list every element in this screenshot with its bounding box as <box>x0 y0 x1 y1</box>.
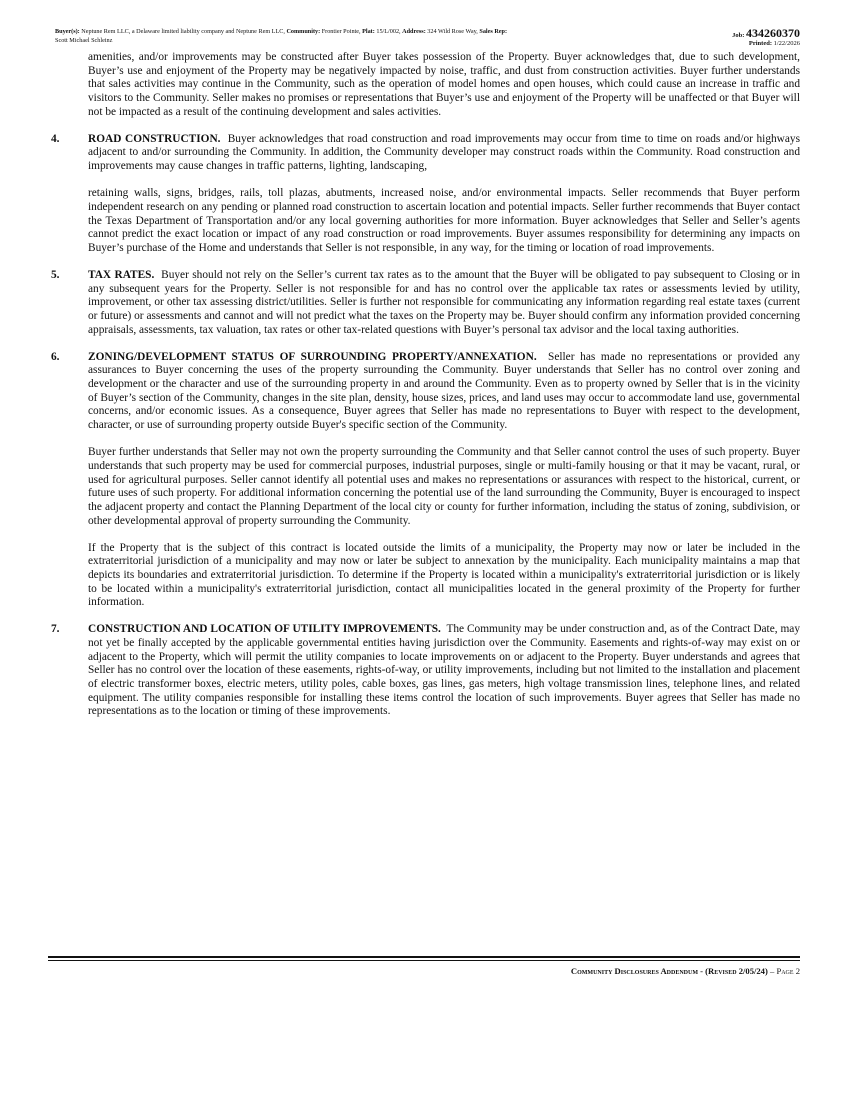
footer-separator: – <box>767 966 777 976</box>
plat-label: Plat: <box>362 28 375 35</box>
section-paragraph: retaining walls, signs, bridges, rails, toll plazas, abutments, increased noise, and/or environmental impacts. Seller recommends that Buyer perform independent research on any pending or planned road construction to ascertain location and potential impacts. Seller further recommends that Buyer contact the Texas Department of Transportation and/or any local governing authorities for more information. Buyer acknowledges that Seller and Seller’s agents cannot predict the exact location or impact of any road construction or road improvements. Buyer assumes responsibility for determining any impacts on Buyer’s purchase of the Home and understands that Seller is not responsible, in any way, for the timing or location of road improvements. <box>88 187 800 254</box>
printed-label: Printed: <box>748 40 772 47</box>
section-paragraph: If the Property that is the subject of this contract is located outside the limits of a municipality, the Property may now or later be included in the extraterritorial jurisdiction of a municipality and may now or later be subject to annexation by the municipality. Each municipality maintains a map that depicts its boundaries and extraterritorial jurisdiction. To determine if the Property is located within a municipality's extraterritorial jurisdiction or is likely to be located within a municipality's extraterritorial jurisdiction, contact all municipalities located in the general proximity of the Property for further information. <box>88 541 800 609</box>
community-value: Frontier Pointe, <box>321 28 361 35</box>
section-paragraph: The Community may be under construction and, as of the Contract Date, may not yet be finally accepted by the applicable governmental entities having jurisdiction over the Community. Easements and rights-of-way may exist on or adjacent to the Property, which will permit the utility companies to locate improvements on or adjacent to the Property. Buyer understands and agrees that Seller has no control over the location of these easements, rights-of-way, or utility improvements, including but not limited to the installation and placement of electric transformer boxes, electric meters, utility poles, cable boxes, gas lines, gas meters, high voltage transmission lines, telephone lines, and related equipment. The utility companies responsible for installing these items control the location of such improvements. Buyer agrees that Seller has made no representations as to the location or timing of these improvements. <box>88 623 800 718</box>
section-number: 6. <box>51 350 60 363</box>
plat-value: 15/L/002, <box>376 28 401 35</box>
section-number: 7. <box>51 623 60 636</box>
document-body <box>48 51 800 719</box>
community-label: Community: <box>286 28 321 35</box>
printed-date: 1/22/2026 <box>773 40 800 47</box>
section-number: 4. <box>51 132 60 145</box>
job-number: 434260370 <box>746 26 800 40</box>
section-paragraph: Buyer further understands that Seller may not own the property surrounding the Community and that Seller cannot control the uses of such property. Buyer understands that such property may be used for commercial purposes, industrial purposes, single or multi-family housing or that it may be vacant, rural, or used for agricultural purposes. Seller cannot identify all potential uses and makes no representations or assurances with respect to the historical, current, or future uses of such property. For additional information concerning the potential use of the land surrounding the Community, Buyer is encouraged to inspect the adjacent property and contact the Planning Department of the local city or county for further information, including the status of zoning, subdivision, or other developmental approval of property surrounding the Community. <box>88 446 800 527</box>
section-road-construction <box>48 133 800 256</box>
buyer-value: Neptune Rem LLC, a Delaware limited liability company and Neptune Rem LLC, <box>81 28 285 35</box>
section-title: ZONING/DEVELOPMENT STATUS OF SURROUNDING PROPERTY/ANNEXATION. <box>88 350 537 363</box>
page-footer <box>571 966 800 976</box>
section-paragraph: Buyer acknowledges that road construction and road improvements may occur from time to time on roads and/or highways adjacent to and/or surrounding the Community. In addition, the Community developer may construct roads within the Community. Road construction and improvements may cause changes in traffic patterns, lighting, landscaping, <box>88 132 800 173</box>
section-title: CONSTRUCTION AND LOCATION OF UTILITY IMPROVEMENTS. <box>88 623 441 636</box>
section-paragraph: Seller has made no representations or provided any assurances to Buyer concerning the uses of the property surrounding the Community. Buyer understands that Seller has no control over zoning and development or the character and use of the surrounding property in and around the Community. Even as to property owned by Seller that is in the vicinity of Buyer’s section of the Community, changes in the site plan, density, house sizes, prices, and land uses may occur to accommodate land use, governmental concerns, and/or economic issues. As a consequence, Buyer agrees that Seller has made no representations to Buyer with respect to the development, character, or use of surrounding property outside Buyer's specific section of the Community. <box>88 350 801 432</box>
intro-paragraph: amenities, and/or improvements may be constructed after Buyer takes possession of the Property. Buyer acknowledges that, due to such development, Buyer’s use and enjoyment of the Property may be negatively impacted by noise, traffic, and dust from construction activities. Buyer further understands that sales activities may continue in the Community, such as the operation of model homes and open houses, which could cause an increase in traffic and visitors to the Community. Seller makes no promises or representations that Buyer’s use and enjoyment of the Property will be unaffected or that Buyer will not be impacted as a result of the continuing development and sales activities. <box>88 51 800 118</box>
section-tax-rates <box>48 269 800 337</box>
sales-rep-label: Sales Rep: <box>479 28 508 35</box>
job-label: Job: <box>732 32 745 39</box>
address-value: 324 Wild Rose Way, <box>427 28 478 35</box>
footer-rule-thin <box>48 960 800 961</box>
footer-rule <box>48 956 800 958</box>
section-utility-improvements <box>48 623 800 719</box>
contract-summary <box>55 28 675 45</box>
section-number: 5. <box>51 269 60 282</box>
section-zoning <box>48 351 800 610</box>
page-header <box>55 28 800 52</box>
section-paragraph: Buyer should not rely on the Seller’s current tax rates as to the amount that the Buyer will be obligated to pay subsequent to Closing or in any subsequent years for the Property. Seller is not responsible for and has no control over the applicable tax rates or assessments levied by utility, improvement, or other tax assessing district/utilities. Seller is further not responsible for communicating any information regarding real estate taxes (current or future) or assessments and cannot and will not predict what the taxes on the Property may be. Buyer should confirm any information provided concerning appraisals, assessments, tax valuation, tax rates or other tax-related questions with Buyer’s personal tax advisor and the local taxing authorities. <box>88 269 800 336</box>
job-info <box>690 28 800 47</box>
address-label: Address: <box>402 28 426 35</box>
form-name: Community Disclosures Addendum - (Revised 2/05/24) <box>570 966 768 976</box>
buyer-label: Buyer(s): <box>55 28 80 35</box>
section-title: ROAD CONSTRUCTION. <box>88 132 221 145</box>
section-title: TAX RATES. <box>88 269 155 282</box>
page-number: Page 2 <box>776 966 800 976</box>
sales-rep-value: Scott Michael Schleinz <box>55 36 113 44</box>
